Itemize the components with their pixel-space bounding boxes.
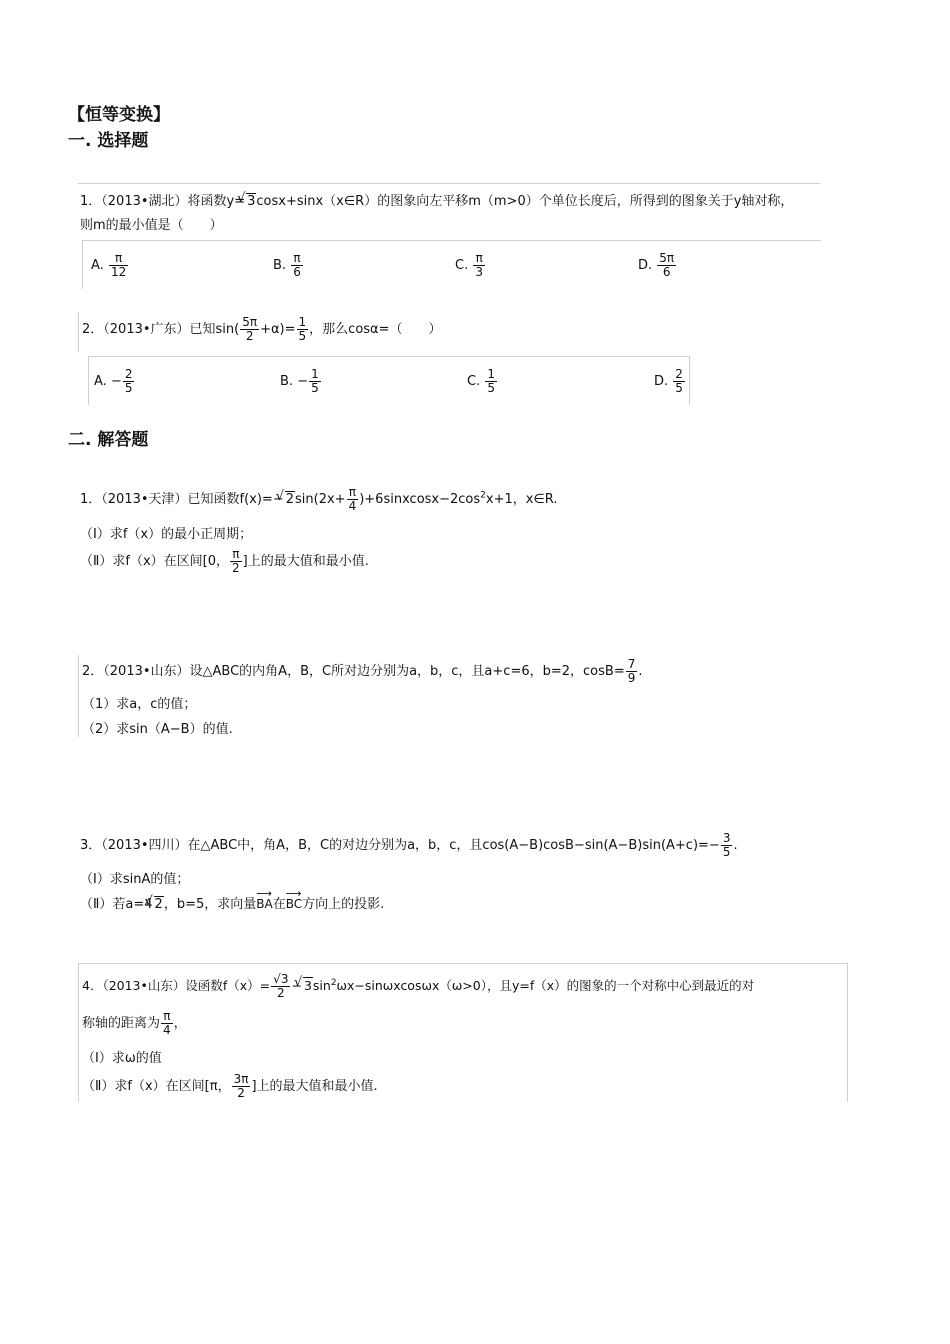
mc2-choice-a[interactable]: A. − $\frac{2}{5}$ xyxy=(94,367,133,395)
mc1-stem-line1: 1．（2013•湖北）将函数y=√ 3cosx+sinx（x∈R）的图象向左平移m（m>0）个单位长度后，所得到的图象关于y轴对称， xyxy=(80,190,793,209)
mc1-top-border xyxy=(78,183,820,185)
mc2-choice-d[interactable]: D. $\frac{2}{5}$ xyxy=(654,367,683,395)
q1-part1: （Ⅰ）求f（x）的最小正周期； xyxy=(80,527,253,542)
mc1-choice-a[interactable]: A. $\frac{\pi}{12}$ xyxy=(91,251,127,279)
mc1-choice-b[interactable]: B. $\frac{\pi}{6}$ xyxy=(273,251,301,279)
vector-ba: ⟶ BA xyxy=(256,897,272,911)
q1-part2: （Ⅱ）求f（x）在区间[0， $\frac{\pi}{2}$ ]上的最大值和最小值. xyxy=(80,547,369,575)
q4-part2: （Ⅱ）求f（x）在区间[π， $\frac{3\pi}{2}$ ]上的最大值和最小值. xyxy=(82,1072,378,1100)
q4-stem-line2: 称轴的距离为 $\frac{\pi}{4}$ ， xyxy=(82,1009,187,1037)
q2-left-border xyxy=(78,655,80,737)
part1-title: 一. 选择题 xyxy=(68,131,149,151)
q4-stem-line1: 4．（2013•山东）设函数f（x）= $\frac{√3}{2}$ −√ $3\sin^2\omega x-\sin\omega xcos\omega x(\omega>0)$，且y=f（x）的图象的一个对称中心到最近的对 xyxy=(82,973,754,1000)
q2-part2: （2）求sin（A−B）的值. xyxy=(82,722,233,737)
mc2-choice-b[interactable]: B. − $\frac{1}{5}$ xyxy=(280,367,319,395)
mc2-stem: 2．（2013•广东）已知sin( $\frac{5\pi}{2}$ +α)= $\frac{1}{5}$ ，那么cosα=（ ） xyxy=(82,315,442,343)
q2-stem: 2．（2013•山东）设△ABC的内角A，B，C所对边分别为a，b，c，且a+c=6，b=2，cosB= $\frac{7}{9}$ . xyxy=(82,657,643,685)
mc2-left-border xyxy=(78,312,80,352)
mc2-choice-c[interactable]: C. $\frac{1}{5}$ xyxy=(467,367,495,395)
q1-stem: 1．（2013•天津）已知函数f(x)=−√ 2sin(2x+ $\frac{\pi}{4}$ )$+6sinxcosx-2\cos^2x+1$，x∈R. xyxy=(80,486,557,513)
section-title: 【恒等变换】 xyxy=(68,105,170,125)
q3-part1: （Ⅰ）求sinA的值； xyxy=(80,872,190,887)
q4-part1: （Ⅰ）求ω的值 xyxy=(82,1051,162,1066)
q3-stem: 3．（2013•四川）在△ABC中，角A，B，C的对边分别为a，b，c，且cos(A−B)cosB−sin(A−B)sin(A+c)=− $\frac{3}{5}$ . xyxy=(80,831,738,859)
vector-bc: ⟶ BC xyxy=(286,897,302,911)
q2-part1: （1）求a，c的值； xyxy=(82,697,197,712)
mc1-choices-box xyxy=(82,240,821,289)
mc1-choice-c[interactable]: C. $\frac{\pi}{3}$ xyxy=(455,251,483,279)
mc1-choice-d[interactable]: D. $\frac{5\pi}{6}$ xyxy=(638,251,675,279)
mc1-stem-line2: 则m的最小值是（ ） xyxy=(80,218,223,233)
q3-part2: （Ⅱ）若a=4√ 2，b=5，求向量⟶ BA在⟶ BC方向上的投影. xyxy=(80,893,384,912)
mc2-choices-box xyxy=(88,356,690,405)
part2-title: 二. 解答题 xyxy=(68,430,149,450)
